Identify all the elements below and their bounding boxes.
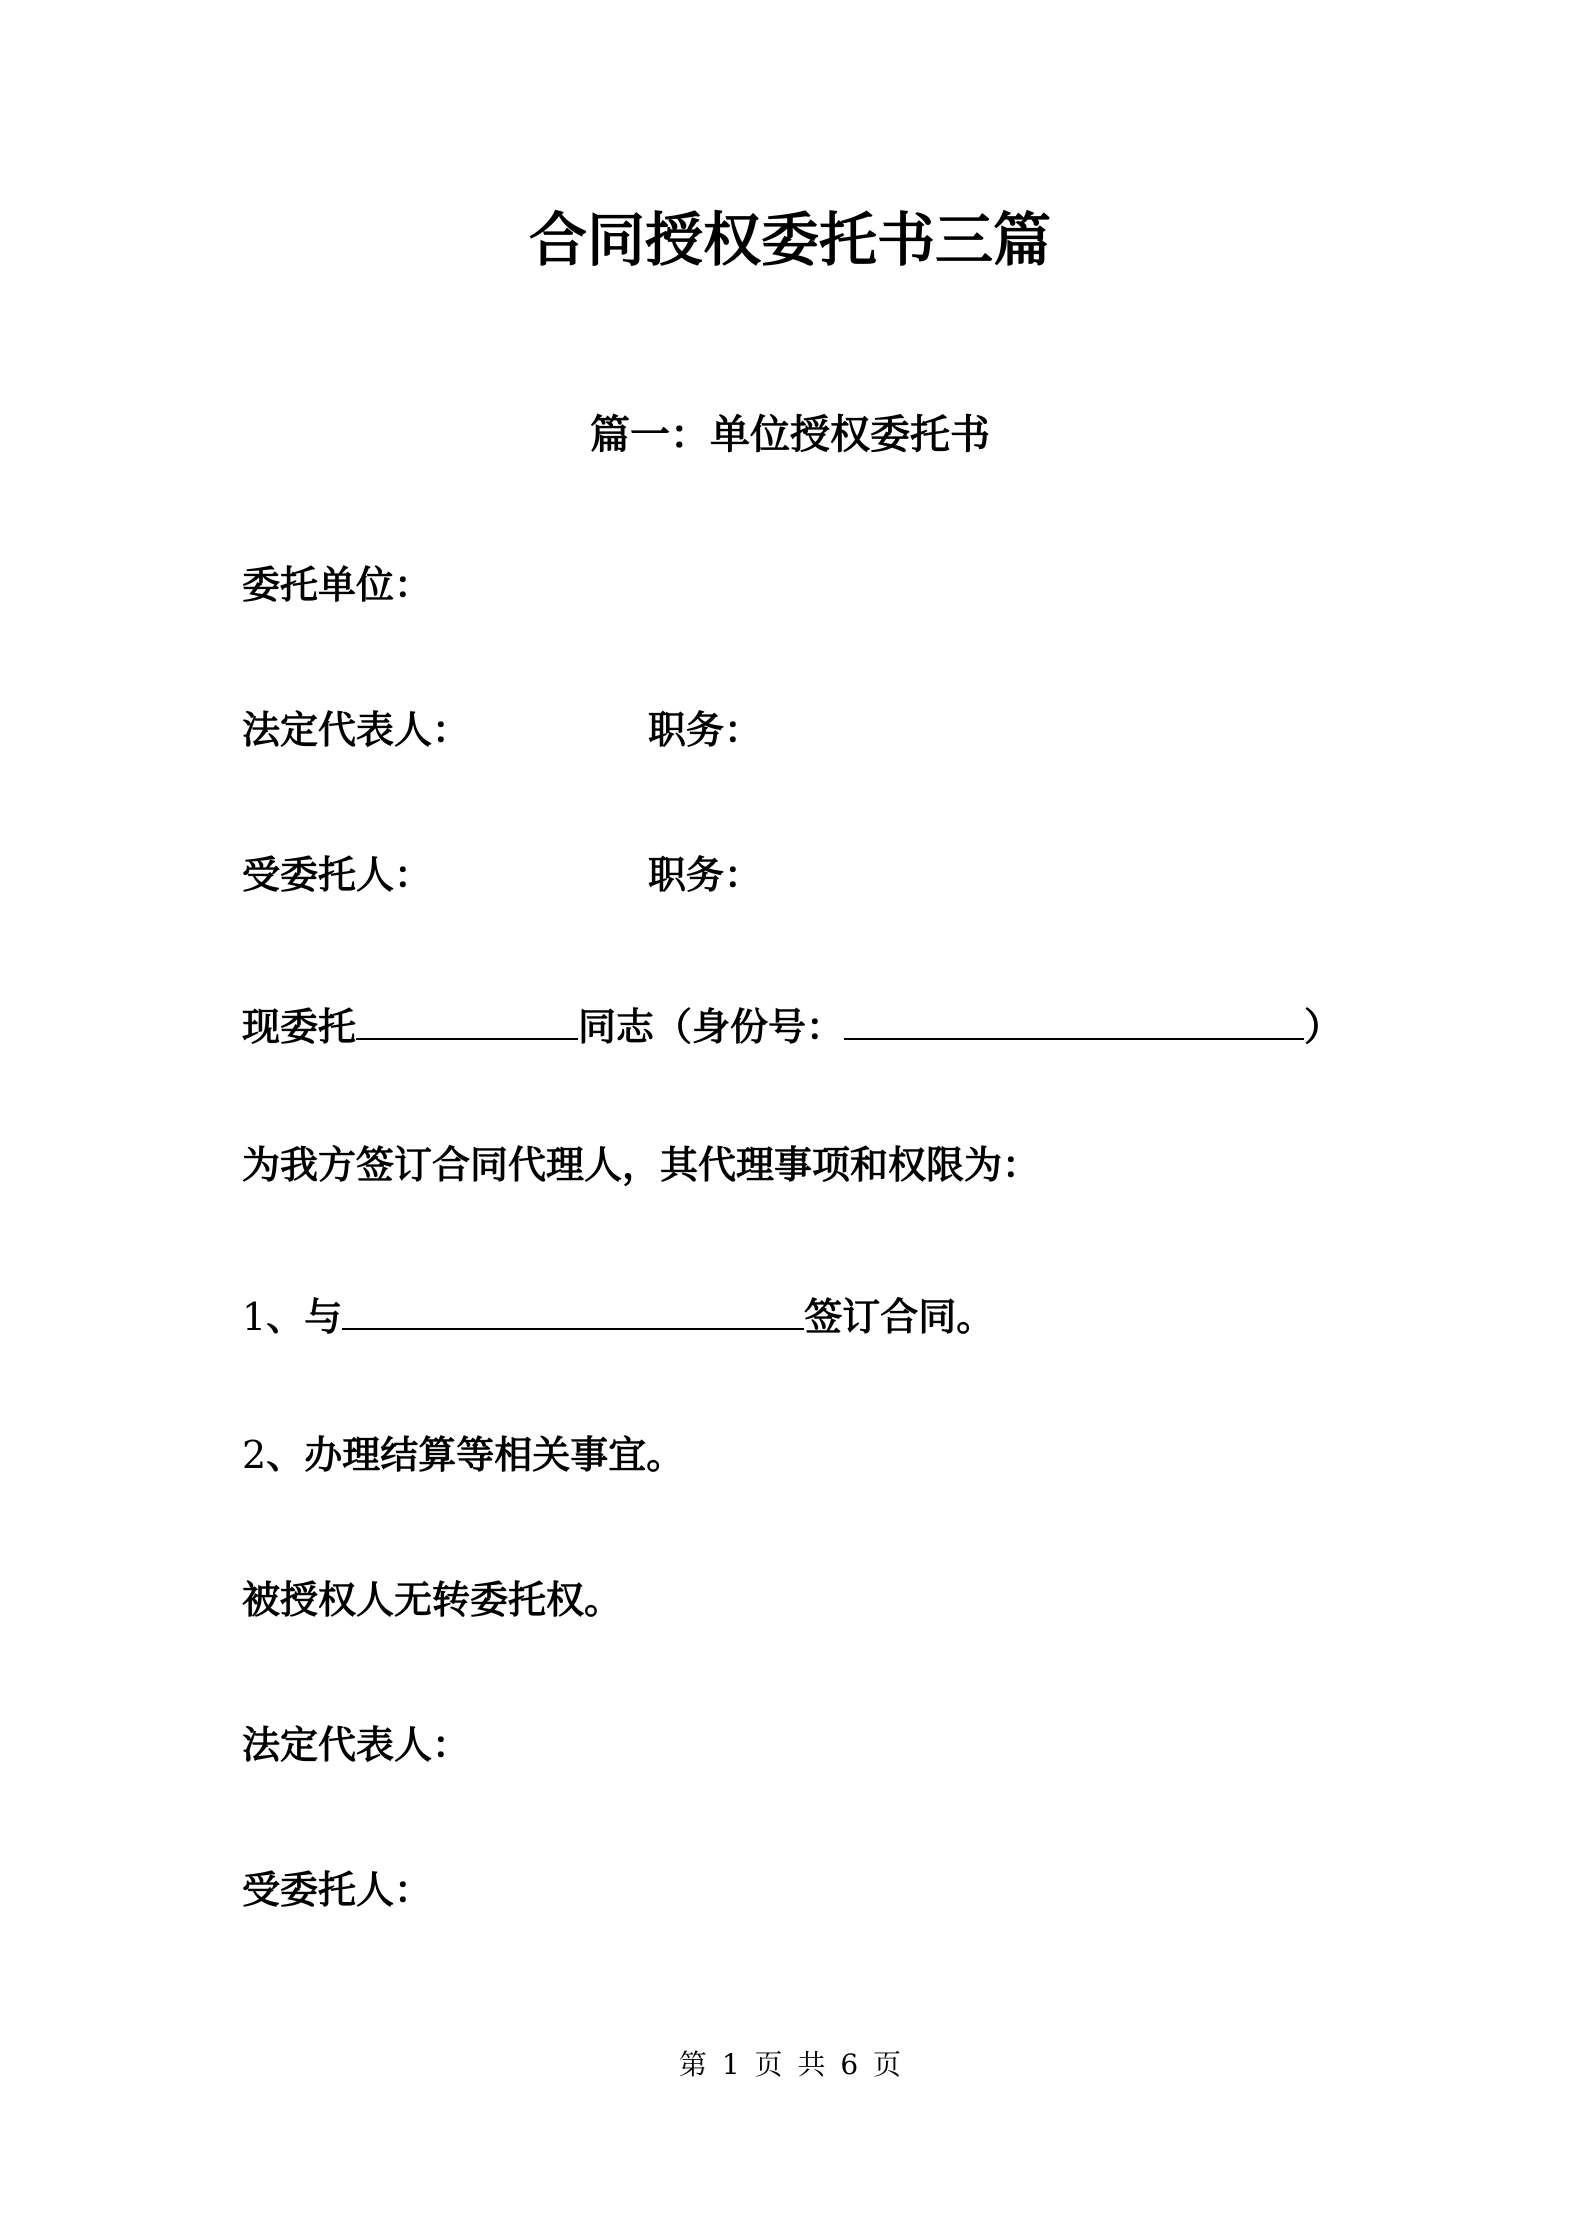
entrust-comrade-line (242, 990, 1342, 1057)
item-1-line (242, 1280, 994, 1347)
section-title: 篇一：单位授权委托书 (590, 412, 990, 458)
trustee-label: 受委托人： (242, 853, 433, 897)
trustee-sign-line (242, 1860, 432, 1920)
legal-rep-sign-line (242, 1715, 470, 1775)
no-sub-delegation: 被授权人无转委托权。 (242, 1578, 623, 1622)
item-1-suffix: 签订合同。 (804, 1295, 995, 1339)
comrade-name-blank[interactable] (356, 990, 578, 1040)
agent-statement-line (242, 1135, 1040, 1195)
position-label: 职务： (648, 853, 763, 897)
trustee-line (242, 845, 762, 905)
item-2-text: 、办理结算等相关事宜。 (266, 1433, 685, 1477)
item-2-number: 2 (242, 1433, 267, 1477)
contract-party-blank[interactable] (342, 1280, 804, 1330)
agent-statement: 为我方签订合同代理人，其代理事项和权限为： (242, 1143, 1041, 1187)
document-title: 合同授权委托书三篇 (528, 206, 1051, 274)
id-suffix: ） (1304, 1005, 1343, 1049)
page-footer: 第 1 页 共 6 页 (678, 2048, 902, 2081)
legal-rep-sign-label: 法定代表人： (242, 1723, 471, 1767)
item-1-prefix: 、与 (266, 1295, 343, 1339)
legal-rep-line (242, 700, 762, 760)
no-sub-delegation-line (242, 1570, 622, 1630)
position-label: 职务： (648, 708, 763, 752)
legal-rep-label: 法定代表人： (242, 708, 471, 752)
entrust-prefix: 现委托 (242, 1005, 357, 1049)
trustee-sign-label: 受委托人： (242, 1868, 433, 1912)
comrade-id-prefix: 同志（身份号： (578, 1005, 845, 1049)
item-1-number: 1 (242, 1295, 267, 1339)
id-number-blank[interactable] (844, 990, 1304, 1040)
entrusting-unit-label: 委托单位： (242, 563, 433, 607)
item-2-line (242, 1425, 684, 1485)
entrusting-unit-line (242, 555, 432, 615)
